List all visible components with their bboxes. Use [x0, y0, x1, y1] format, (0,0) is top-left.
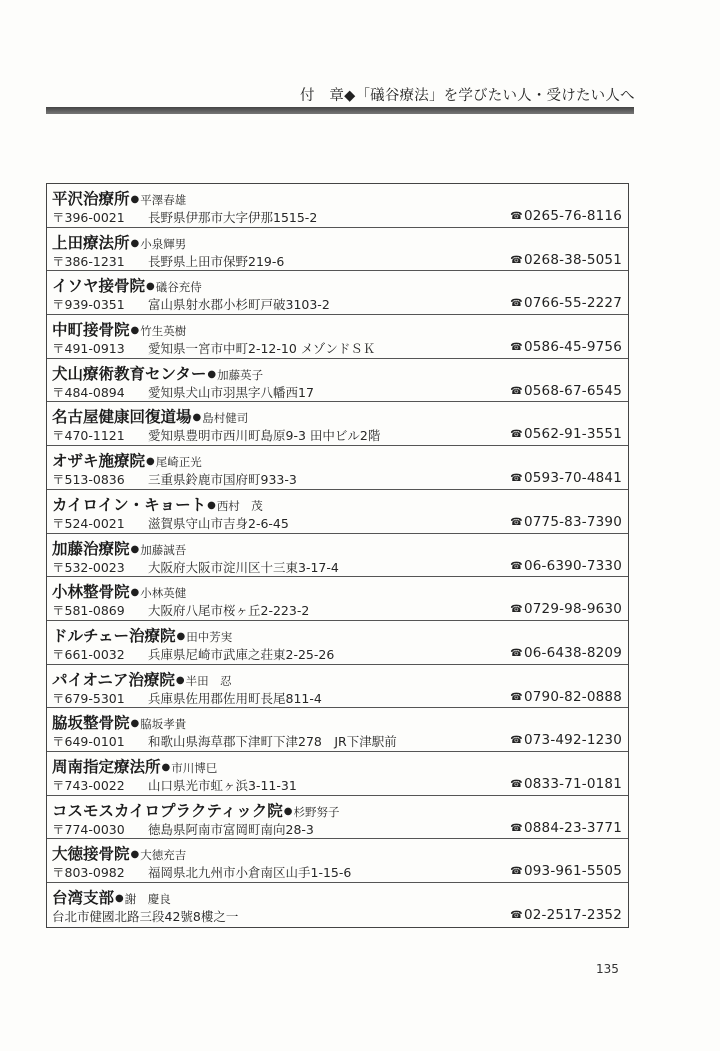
bullet-icon: ●	[207, 368, 217, 380]
directory-entry	[47, 621, 628, 665]
address: 長野県伊那市大字伊那1515-2	[148, 210, 318, 225]
telephone-icon: ☎	[510, 429, 523, 441]
address: 福岡県北九州市小倉南区山手1-15-6	[148, 865, 352, 881]
telephone-icon: ☎	[510, 516, 523, 528]
bullet-icon: ●	[130, 587, 140, 599]
phone-text: 02-2517-2352	[523, 907, 622, 923]
entry-address-line	[52, 863, 351, 881]
practitioner-name: 島村健司	[202, 411, 249, 426]
postal-code: 〒774-0030	[52, 821, 125, 837]
phone-text: 06-6438-8209	[523, 644, 622, 661]
entry-title-line	[52, 318, 186, 340]
address: 兵庫県佐用郡佐用町長尾811-4	[148, 690, 322, 706]
practitioner-name: 杉野努子	[293, 804, 340, 819]
practitioner-name: 小泉輝男	[140, 236, 187, 251]
practitioner-name: 加藤英子	[217, 367, 264, 382]
phone-number	[510, 820, 622, 836]
postal-code: 〒491-0913	[52, 341, 125, 357]
directory-entry	[47, 708, 628, 752]
bullet-icon: ●	[161, 761, 171, 773]
phone-text: 0833-71-0181	[523, 775, 622, 792]
clinic-name: 中町接骨院	[52, 321, 130, 340]
telephone-icon: ☎	[510, 604, 523, 616]
phone-text: 0593-70-4841	[523, 470, 622, 487]
phone-text: 0790-82-0888	[523, 688, 622, 705]
phone-number	[510, 776, 622, 792]
entry-address-line	[52, 689, 322, 707]
phone-number	[510, 470, 622, 486]
entry-address-line	[52, 339, 375, 357]
entry-title-line	[52, 493, 263, 515]
clinic-name: 上田療法所	[52, 233, 130, 252]
entry-title-line	[52, 624, 232, 646]
directory-entry	[47, 271, 628, 315]
clinic-name: 大徳接骨院	[52, 845, 130, 864]
entry-title-line	[52, 449, 202, 471]
telephone-icon: ☎	[510, 560, 523, 572]
telephone-icon: ☎	[510, 473, 523, 485]
practitioner-name: 平澤春雄	[140, 193, 187, 207]
practitioner-name: 脇坂孝貴	[140, 717, 187, 732]
telephone-icon: ☎	[510, 822, 523, 834]
entry-address-line	[52, 383, 314, 401]
telephone-icon: ☎	[510, 342, 523, 354]
entry-title-line	[52, 668, 232, 690]
telephone-icon: ☎	[510, 691, 523, 703]
bullet-icon: ●	[283, 805, 293, 817]
bullet-icon: ●	[115, 893, 124, 904]
bullet-icon: ●	[130, 194, 140, 205]
clinic-directory	[46, 183, 629, 928]
phone-text: 0265-76-8116	[523, 208, 622, 224]
telephone-icon: ☎	[510, 647, 523, 659]
entry-address-line	[52, 732, 397, 750]
practitioner-name: 大徳充吉	[140, 848, 187, 863]
bullet-icon: ●	[130, 237, 140, 249]
clinic-name: 周南指定療法所	[52, 757, 161, 776]
directory-entry	[47, 796, 628, 840]
phone-text: 0586-45-9756	[523, 339, 622, 356]
postal-code: 〒939-0351	[52, 297, 125, 313]
clinic-name: オザキ施療院	[52, 452, 146, 471]
phone-text: 0729-98-9630	[523, 601, 622, 618]
phone-text: 06-6390-7330	[523, 557, 622, 574]
practitioner-name: 半田 忍	[185, 673, 232, 688]
phone-text: 093-961-5505	[523, 863, 622, 880]
practitioner-name: 加藤誠吾	[140, 542, 187, 557]
telephone-icon: ☎	[510, 910, 523, 921]
clinic-name: 脇坂整骨院	[52, 714, 130, 733]
address: 大阪府八尾市桜ヶ丘2-223-2	[148, 603, 310, 619]
phone-number	[510, 689, 622, 705]
clinic-name: 名古屋健康回復道場	[52, 408, 192, 427]
bullet-icon: ●	[130, 325, 140, 337]
directory-entry	[47, 534, 628, 578]
clinic-name: カイロイン・キョート	[52, 495, 207, 514]
address: 長野県上田市保野219-6	[148, 253, 285, 269]
directory-entry	[47, 402, 628, 446]
entry-address-line	[52, 208, 317, 226]
header-rule	[46, 107, 634, 114]
phone-number	[510, 339, 622, 355]
entry-title-line	[52, 274, 202, 296]
entry-address-line	[52, 426, 380, 444]
directory-entry	[47, 577, 628, 621]
telephone-icon: ☎	[510, 211, 523, 222]
practitioner-name: 礒谷充侍	[155, 280, 202, 295]
postal-code: 〒396-0021	[52, 210, 125, 225]
address: 三重県鈴鹿市国府町933-3	[148, 472, 297, 488]
phone-number	[510, 295, 622, 311]
practitioner-name: 田中芳実	[186, 629, 233, 644]
postal-code: 〒532-0023	[52, 559, 125, 575]
entry-title-line	[52, 405, 248, 427]
clinic-name: コスモスカイロプラクティック院	[52, 801, 283, 820]
phone-text: 0775-83-7390	[523, 513, 622, 530]
entry-address-line	[52, 776, 297, 794]
clinic-name: 台湾支部	[52, 889, 115, 907]
entry-address-line	[52, 558, 339, 576]
entry-title-line	[52, 187, 186, 209]
entry-address-line	[52, 645, 334, 663]
clinic-name: 加藤治療院	[52, 539, 130, 558]
directory-entry	[47, 839, 628, 883]
phone-number	[510, 252, 622, 268]
entry-title-line	[52, 711, 186, 733]
bullet-icon: ●	[175, 674, 185, 686]
clinic-name: 平沢治療所	[52, 190, 130, 208]
address: 愛知県豊明市西川町島原9-3 田中ビル2階	[148, 428, 381, 444]
phone-number	[510, 732, 622, 748]
address: 台北市健國北路三段42號8樓之一	[52, 909, 239, 924]
bullet-icon: ●	[130, 849, 140, 861]
telephone-icon: ☎	[510, 778, 523, 790]
directory-entry	[47, 315, 628, 359]
bullet-icon: ●	[130, 718, 140, 730]
postal-code: 〒470-1121	[52, 428, 125, 444]
bullet-icon: ●	[146, 456, 155, 468]
entry-address-line	[52, 601, 309, 619]
telephone-icon: ☎	[510, 385, 523, 397]
practitioner-name: 竹生英樹	[140, 324, 187, 339]
clinic-name: イソヤ接骨院	[52, 277, 146, 296]
entry-address-line	[52, 514, 289, 532]
entry-title-line	[52, 842, 186, 864]
postal-code: 〒513-0836	[52, 472, 125, 488]
practitioner-name: 市川博巳	[171, 760, 218, 775]
phone-number	[510, 645, 622, 661]
entry-title-line	[52, 886, 171, 908]
clinic-name: 犬山療術教育センター	[52, 364, 207, 383]
clinic-name: 小林整骨院	[52, 583, 130, 602]
phone-text: 073-492-1230	[523, 732, 622, 749]
page-header: 付 章◆「礒谷療法」を学びたい人・受けたい人へ	[300, 88, 635, 104]
practitioner-name: 謝 慶良	[124, 892, 171, 906]
telephone-icon: ☎	[510, 298, 523, 310]
telephone-icon: ☎	[510, 254, 523, 266]
directory-entry	[47, 665, 628, 709]
phone-number	[510, 426, 622, 442]
address: 和歌山県海草郡下津町下津278 JR下津駅前	[148, 734, 397, 750]
telephone-icon: ☎	[510, 866, 523, 878]
entry-title-line	[52, 362, 263, 384]
phone-number	[510, 863, 622, 879]
postal-code: 〒679-5301	[52, 690, 125, 706]
phone-text: 0562-91-3551	[523, 426, 622, 443]
phone-number	[510, 907, 622, 923]
postal-code: 〒803-0982	[52, 865, 125, 881]
directory-entry	[47, 883, 628, 927]
entry-address-line	[52, 470, 297, 488]
postal-code: 〒386-1231	[52, 253, 125, 269]
entry-address-line	[52, 820, 314, 838]
postal-code: 〒661-0032	[52, 646, 125, 662]
directory-entry	[47, 359, 628, 403]
phone-number	[510, 383, 622, 399]
bullet-icon: ●	[207, 499, 216, 511]
telephone-icon: ☎	[510, 735, 523, 747]
directory-entry	[47, 446, 628, 490]
postal-code: 〒743-0022	[52, 777, 125, 793]
directory-entry	[47, 228, 628, 272]
address: 徳島県阿南市富岡町南向28-3	[148, 821, 314, 837]
phone-number	[510, 208, 622, 224]
entry-title-line	[52, 799, 340, 821]
directory-entry	[47, 752, 628, 796]
page-number: 135	[596, 962, 619, 976]
bullet-icon: ●	[192, 412, 202, 424]
entry-title-line	[52, 580, 186, 602]
entry-title-line	[52, 537, 186, 559]
phone-text: 0568-67-6545	[523, 382, 622, 399]
address: 大阪府大阪市淀川区十三東3-17-4	[148, 559, 339, 575]
entry-address-line	[52, 252, 284, 270]
address: 愛知県一宮市中町2-12-10 メゾンドＳＫ	[148, 341, 376, 357]
address: 兵庫県尼崎市武庫之荘東2-25-26	[148, 646, 335, 662]
practitioner-name: 西村 茂	[216, 498, 263, 513]
phone-number	[510, 558, 622, 574]
phone-number	[510, 514, 622, 530]
clinic-name: ドルチェー治療院	[52, 626, 176, 645]
practitioner-name: 小林英健	[140, 586, 187, 601]
address: 山口県光市虹ヶ浜3-11-31	[148, 777, 297, 793]
entry-address-line	[52, 295, 330, 313]
phone-text: 0766-55-2227	[523, 295, 622, 312]
phone-number	[510, 601, 622, 617]
address: 愛知県犬山市羽黒字八幡西17	[148, 384, 314, 400]
phone-text: 0884-23-3771	[523, 819, 622, 836]
postal-code: 〒581-0869	[52, 603, 125, 619]
address: 滋賀県守山市吉身2-6-45	[148, 515, 289, 531]
practitioner-name: 尾崎正光	[155, 455, 202, 470]
bullet-icon: ●	[130, 543, 140, 555]
entry-title-line	[52, 231, 186, 253]
address: 富山県射水郡小杉町戸破3103-2	[148, 297, 330, 313]
postal-code: 〒649-0101	[52, 734, 125, 750]
phone-text: 0268-38-5051	[523, 251, 622, 268]
directory-entry	[47, 184, 628, 228]
entry-address-line	[52, 907, 238, 925]
postal-code: 〒484-0894	[52, 384, 125, 400]
directory-entry	[47, 490, 628, 534]
postal-code: 〒524-0021	[52, 515, 125, 531]
clinic-name: パイオニア治療院	[52, 670, 175, 689]
entry-title-line	[52, 755, 217, 777]
bullet-icon: ●	[146, 281, 155, 293]
bullet-icon: ●	[176, 630, 186, 642]
